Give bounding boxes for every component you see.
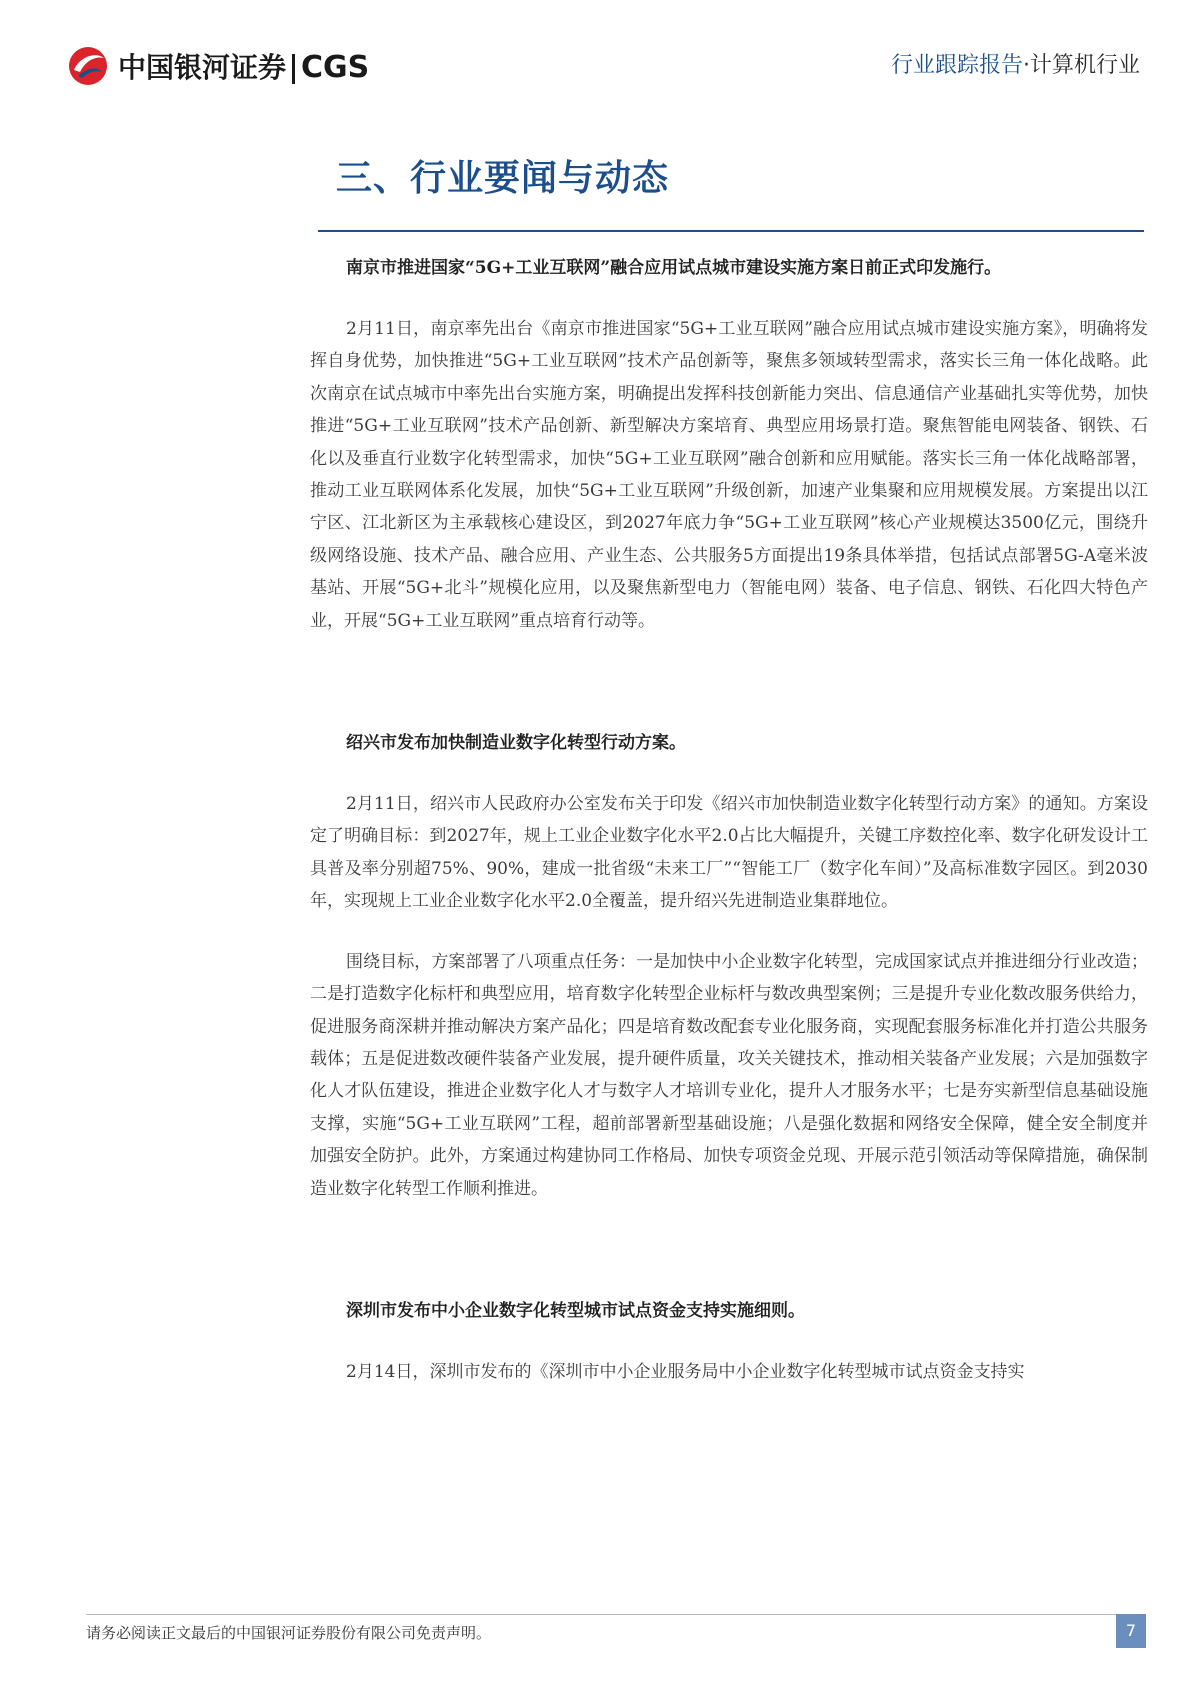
news-paragraph: 2月11日，南京率先出台《南京市推进国家“5G+工业互联网”融合应用试点城市建设实施方案》，明确将发挥自身优势，加快推进“5G+工业互联网”技术产品创新等，聚焦多领域转型需求，落实长三角一体化战略。此次南京在试点城市中率先出台实施方案，明确提出发挥科技创新能力突出、信息通信产业基础扎实等优势，加快推进“5G+工业互联网”技术产品创新、新型解决方案培育、典型应用场景打造。聚焦智能电网装备、钢铁、石化以及垂直行业数字化转型需求，加快“5G+工业互联网”融合创新和应用赋能。落实长三角一体化战略部署，推动工业互联网体系化发展，加快“5G+工业互联网”升级创新，加速产业集聚和应用规模发展。方案提出以江宁区、江北新区为主承载核心建设区，到2027年底力争“5G+工业互联网”核心产业规模达3500亿元，围绕升级网络设施、技术产品、融合应用、产业生态、公共服务5方面提出19条具体举措，包括试点部署5G-A毫米波基站、开展“5G+北斗”规模化应用，以及聚焦新型电力（智能电网）装备、电子信息、钢铁、石化四大特色产业，开展“5G+工业互联网”重点培育行动等。 bbox=[310, 319, 1148, 631]
report-type bbox=[891, 48, 1140, 79]
news-item-shenzhen bbox=[310, 1295, 1148, 1388]
report-category: 行业跟踪报告 bbox=[890, 53, 1023, 78]
brand-cn: 中国银河证券 bbox=[118, 51, 287, 84]
report-industry: 计算机行业 bbox=[1029, 53, 1140, 78]
title-divider bbox=[318, 230, 1144, 232]
footer-disclaimer: 请务必阅读正文最后的中国银河证券股份有限公司免责声明。 bbox=[86, 1624, 492, 1642]
news-title: 南京市推进国家“5G+工业互联网”融合应用试点城市建设实施方案日前正式印发施行。 bbox=[346, 258, 1002, 278]
news-item-shaoxing bbox=[310, 727, 1148, 1205]
news-title: 绍兴市发布加快制造业数字化转型行动方案。 bbox=[346, 733, 686, 754]
news-content bbox=[310, 252, 1148, 1388]
news-item-nanjing bbox=[310, 252, 1148, 637]
section-title: 三、行业要闻与动态 bbox=[336, 157, 670, 199]
page-number: 7 bbox=[1116, 1614, 1146, 1648]
brand-en: CGS bbox=[301, 50, 370, 85]
news-paragraph: 围绕目标，方案部署了八项重点任务：一是加快中小企业数字化转型，完成国家试点并推进细分行业改造；二是打造数字化标杆和典型应用，培育数字化转型企业标杆与数改典型案例；三是提升专业化数改服务供给力，促进服务商深耕并推动解决方案产品化；四是培育数改配套专业化服务商，实现配套服务标准化并打造公共服务载体；五是促进数改硬件装备产业发展，提升硬件质量，攻关关键技术，推动相关装备产业发展；六是加强数字化人才队伍建设，推进企业数字化人才与数字人才培训专业化，提升人才服务水平；七是夯实新型信息基础设施支撑，实施“5G+工业互联网”工程，超前部署新型基础设施；八是强化数据和网络安全保障，健全安全制度并加强安全防护。此外，方案通过构建协同工作格局、加快专项资金兑现、开展示范引领活动等保障措施，确保制造业数字化转型工作顺利推进。 bbox=[310, 951, 1148, 1199]
page-header bbox=[0, 0, 1200, 120]
brand-logo bbox=[68, 44, 369, 88]
brand-name bbox=[118, 46, 369, 86]
news-paragraph: 2月11日，绍兴市人民政府办公室发布关于印发《绍兴市加快制造业数字化转型行动方案》的通知。方案设定了明确目标：到2027年，规上工业企业数字化水平2.0占比大幅提升，关键工序数控化率、数字化研发设计工具普及率分别超75%、90%，建成一批省级“未来工厂”“智能工厂（数字化车间）”及高标准数字园区。到2030年，实现规上工业企业数字化水平2.0全覆盖，提升绍兴先进制造业集群地位。 bbox=[310, 794, 1148, 912]
brand-separator bbox=[292, 54, 295, 84]
footer-divider bbox=[86, 1614, 1146, 1615]
galaxy-logo-icon bbox=[68, 46, 108, 86]
news-title: 深圳市发布中小企业数字化转型城市试点资金支持实施细则。 bbox=[346, 1300, 805, 1321]
report-separator: · bbox=[1022, 53, 1030, 78]
news-paragraph: 2月14日，深圳市发布的《深圳市中小企业服务局中小企业数字化转型城市试点资金支持实 bbox=[346, 1361, 1025, 1382]
